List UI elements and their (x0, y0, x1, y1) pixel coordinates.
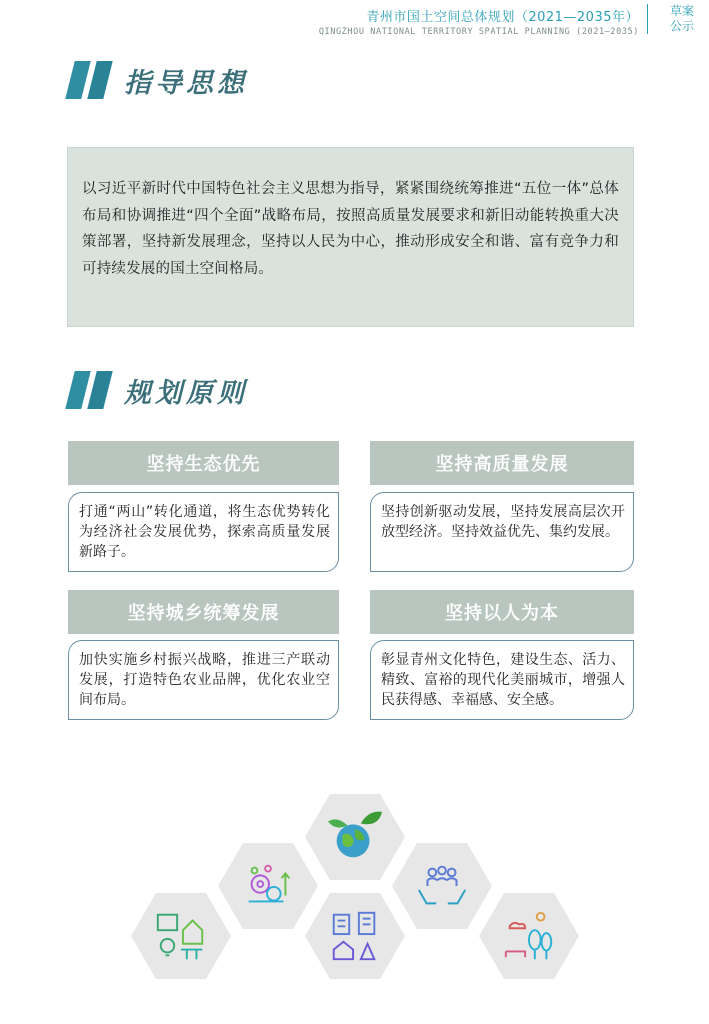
buildings-icon (305, 893, 405, 979)
principle-heading: 坚持以人为本 (370, 590, 634, 634)
principle-heading: 坚持高质量发展 (370, 441, 634, 485)
innovation-gear-icon (218, 843, 318, 929)
heading-bars-icon (68, 371, 116, 409)
principle-text: 坚持创新驱动发展，坚持发展高层次开放型经济。坚持效益优先、集约发展。 (370, 492, 634, 572)
draft-tag-line2: 公示 (669, 19, 694, 33)
principle-text: 彰显青州文化特色，建设生态、活力、精致、富裕的现代化美丽城市，增强人民获得感、幸福感、安全感。 (370, 640, 634, 720)
people-hands-icon (392, 843, 492, 929)
principle-heading: 坚持城乡统筹发展 (68, 590, 339, 634)
heading-bars-icon (68, 61, 116, 99)
guiding-heading (68, 60, 248, 100)
document-header (319, 6, 639, 37)
guiding-text: 以习近平新时代中国特色社会主义思想为指导，紧紧围绕统筹推进“五位一体”总体布局和协调推进“四个全面”战略布局，按照高质量发展要求和新旧动能转换重大决策部署，坚持新发展理念，坚持以人民为中心，推动形成安全和谐、富有竞争力和可持续发展的国土空间格局。 (82, 181, 619, 277)
plan-title-english: QINGZHOU NATIONAL TERRITORY SPATIAL PLANNING (2021—2035) (318, 27, 639, 37)
draft-tag-line1: 草案 (669, 4, 694, 18)
plan-title: 青州市国土空间总体规划（2021—2035年） (366, 10, 639, 25)
guiding-title: 指导思想 (124, 67, 248, 99)
principle-text: 打通“两山”转化通道，将生态优势转化为经济社会发展优势，探索高质量发展新路子。 (68, 492, 339, 572)
principles-title: 规划原则 (124, 377, 248, 409)
principle-heading: 坚持生态优先 (68, 441, 339, 485)
globe-leaf-icon (305, 794, 405, 880)
principles-heading (68, 370, 248, 410)
guiding-panel (67, 147, 634, 327)
draft-tag (663, 4, 701, 34)
header-divider (647, 4, 648, 34)
park-trees-icon (479, 893, 579, 979)
principle-text: 加快实施乡村振兴战略，推进三产联动发展，打造特色农业品牌，优化农业空间布局。 (68, 640, 339, 720)
rural-urban-icon (131, 893, 231, 979)
